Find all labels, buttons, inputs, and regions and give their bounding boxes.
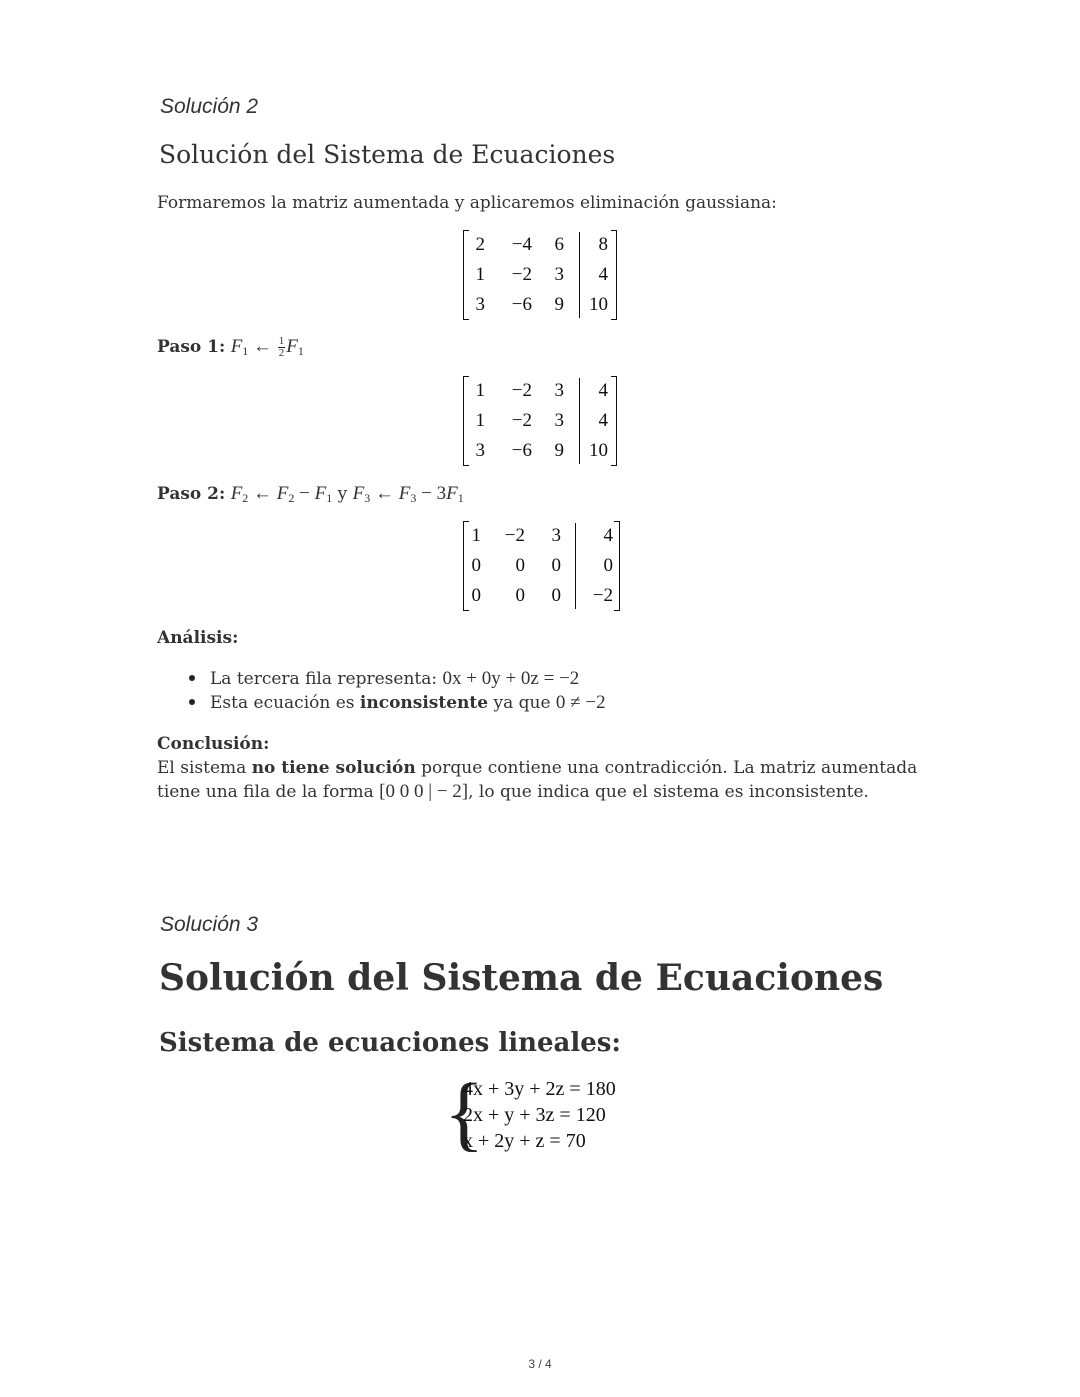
matrix-cell: 3	[554, 380, 564, 401]
matrix-cell: 1	[475, 410, 485, 431]
matrix-row	[463, 551, 620, 581]
matrix-cell: 6	[554, 234, 564, 255]
matrix-cell: 4	[598, 380, 608, 401]
matrix-cell: 3	[475, 440, 485, 461]
conclusion-line2-math: [0 0 0 | − 2]	[379, 781, 469, 802]
matrix-cell: 0	[515, 555, 525, 576]
matrix-row	[463, 290, 617, 320]
matrix-cell: −6	[511, 294, 532, 315]
bullet-2-text: Esta ecuación es	[210, 693, 360, 713]
solution-2-label: Solución 2	[160, 95, 259, 118]
conclusion-line-1	[157, 756, 917, 780]
matrix-row	[463, 521, 620, 551]
matrix-cell: 9	[554, 294, 564, 315]
bullet-2-bold: inconsistente	[359, 693, 489, 713]
analysis-bullet-1	[210, 667, 579, 691]
matrix-cell: 3	[475, 294, 485, 315]
step-1-label: Paso 1:	[157, 337, 226, 357]
matrix-cell: 0	[471, 555, 481, 576]
analysis-bullet-2	[210, 691, 606, 715]
page-number: 3 / 4	[528, 1357, 552, 1371]
bullet-2-math: 0 ≠ −2	[555, 692, 606, 713]
equation-2: 2x + y + 3z = 120	[463, 1104, 606, 1126]
matrix-cell: 0	[603, 555, 613, 576]
conclusion-line2-pre: tiene una fila de la forma	[157, 782, 380, 802]
matrix-cell: 0	[515, 585, 525, 606]
matrix-cell: −2	[592, 585, 613, 606]
matrix-cell: 1	[475, 264, 485, 285]
matrix-cell: 0	[551, 555, 561, 576]
step-1: Paso 1: $F_1$ ← $\frac{1}{2}$ $F_1$	[157, 335, 304, 360]
solution-3-subtitle: Sistema de ecuaciones lineales:	[159, 1028, 622, 1058]
step-2: Paso 2: $F_2$ ← $F_2 - F_1$ y $F_3$ ← $F_3 - 3F_1$	[157, 483, 464, 505]
matrix-cell: 10	[589, 294, 608, 315]
conclusion-bold: no tiene solución	[251, 758, 416, 778]
conclusion-pre: El sistema	[157, 758, 252, 778]
matrix-row	[463, 230, 617, 260]
system-brace: {	[444, 1067, 485, 1160]
bullet-dot	[189, 699, 195, 705]
matrix-cell: 4	[598, 410, 608, 431]
solution-3-title: Solución del Sistema de Ecuaciones	[159, 957, 884, 999]
solution-3-label: Solución 3	[160, 913, 259, 936]
matrix-cell: 0	[471, 585, 481, 606]
conclusion-line-2	[157, 780, 869, 804]
matrix-cell: −4	[511, 234, 532, 255]
matrix-row	[463, 581, 620, 611]
intro-text: Formaremos la matriz aumentada y aplicaremos eliminación gaussiana:	[157, 193, 777, 213]
bullet-1-text: La tercera fila representa:	[210, 669, 443, 689]
analysis-label: Análisis:	[157, 628, 239, 648]
matrix-cell: −2	[504, 525, 525, 546]
augmented-matrix-initial	[463, 230, 617, 320]
solution-2-title: Solución del Sistema de Ecuaciones	[159, 140, 616, 169]
equation-1: 4x + 3y + 2z = 180	[463, 1078, 616, 1100]
bullet-1-math: 0x + 0y + 0z = −2	[442, 668, 580, 689]
matrix-row	[463, 260, 617, 290]
matrix-row	[463, 376, 617, 406]
matrix-row	[463, 406, 617, 436]
matrix-cell: 10	[589, 440, 608, 461]
matrix-cell: 1	[471, 525, 481, 546]
conclusion-post: porque contiene una contradicción. La matriz aumentada	[415, 758, 918, 778]
matrix-cell: 8	[598, 234, 608, 255]
matrix-cell: 3	[554, 410, 564, 431]
matrix-cell: −2	[511, 380, 532, 401]
matrix-cell: −2	[511, 410, 532, 431]
bullet-2-post: ya que	[488, 693, 556, 713]
matrix-cell: 1	[475, 380, 485, 401]
matrix-cell: 3	[551, 525, 561, 546]
conclusion-label: Conclusión:	[157, 734, 270, 754]
equation-3: x + 2y + z = 70	[463, 1130, 586, 1152]
matrix-cell: 9	[554, 440, 564, 461]
augmented-matrix-step-1	[463, 376, 617, 466]
matrix-cell: −6	[511, 440, 532, 461]
matrix-cell: 3	[554, 264, 564, 285]
matrix-cell: 0	[551, 585, 561, 606]
step-2-label: Paso 2:	[157, 484, 226, 504]
matrix-cell: 2	[475, 234, 485, 255]
matrix-cell: −2	[511, 264, 532, 285]
matrix-cell: 4	[603, 525, 613, 546]
conclusion-line2-post: , lo que indica que el sistema es inconsistente.	[468, 782, 869, 802]
bullet-dot	[189, 675, 195, 681]
matrix-row	[463, 436, 617, 466]
augmented-matrix-step-2	[463, 521, 620, 611]
matrix-cell: 4	[598, 264, 608, 285]
